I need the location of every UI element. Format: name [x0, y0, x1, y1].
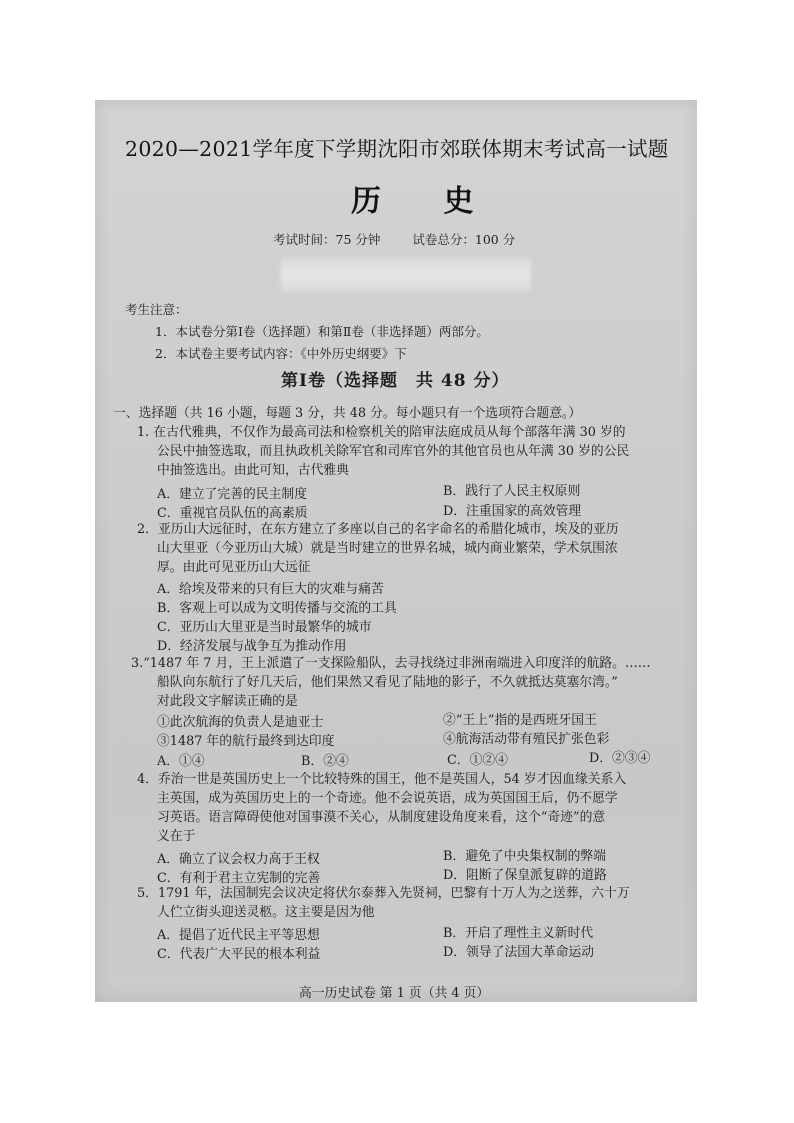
question-4-option-b: B．避免了中央集权制的弊端 — [443, 849, 606, 864]
question-3-option-b: B．②④ — [301, 754, 349, 769]
question-4-line: 主英国，成为英国历史上的一个奇迹。他不会说英语，成为英国国王后，仍不愿学 — [157, 791, 618, 806]
question-4-option-c: C．有利于君主立宪制的完善 — [157, 871, 321, 886]
question-3-option-c: C．①②④ — [447, 753, 508, 768]
exam-info — [273, 230, 543, 248]
question-2-option-b: B．客观上可以成为文明传播与交流的工具 — [157, 601, 397, 616]
question-3-statement: ③1487 年的航行最终到达印度 — [157, 734, 335, 749]
question-2-line: 厚。由此可见亚历山大远征 — [157, 560, 311, 575]
exam-title: 2020—2021学年度下学期沈阳市郊联体期末考试高一试题 — [125, 137, 669, 161]
question-3-statement: ④航海活动带有殖民扩张色彩 — [443, 732, 610, 747]
question-3-option-a: A．①④ — [157, 754, 205, 769]
question-1-line: 中抽签选出。由此可知，古代雅典 — [157, 463, 349, 478]
exam-time: 考试时间：75 分钟 — [273, 232, 381, 247]
question-4-option-a: A．确立了议会权力高于王权 — [157, 852, 320, 867]
question-1-option-c: C．重视官员队伍的高素质 — [157, 506, 308, 521]
question-2-option-c: C．亚历山大里亚是当时最繁华的城市 — [157, 620, 372, 635]
question-5-option-c: C．代表广大平民的根本利益 — [157, 947, 321, 962]
question-2-line: 2．亚历山大远征时，在东方建立了多座以自己的名字命名的希腊化城市，埃及的亚历 — [137, 522, 619, 537]
notice-heading: 考生注意： — [125, 302, 188, 317]
question-2-line: 山大里亚（今亚历山大城）就是当时建立的世界名城，城内商业繁荣，学术氛围浓 — [157, 541, 618, 556]
total-score: 试卷总分：100 分 — [412, 232, 516, 247]
question-3-option-d: D．②③④ — [589, 751, 651, 766]
question-2-option-d: D．经济发展与战争互为推动作用 — [157, 639, 347, 654]
question-5-line: 5．1791 年，法国制宪会议决定将伏尔泰葬入先贤祠，巴黎有十万人为之送葬，六十万 — [137, 886, 630, 901]
question-4-line: 义在于 — [157, 829, 196, 844]
notice-item: 2．本试卷主要考试内容：《中外历史纲要》下 — [155, 346, 407, 361]
exam-paper — [95, 100, 697, 1002]
subject-title: 历 史 — [351, 184, 500, 219]
question-2-option-a: A．给埃及带来的只有巨大的灾难与痛苦 — [157, 582, 384, 597]
question-3-statement: ①此次航海的负责人是迪亚士 — [157, 715, 324, 730]
page-footer: 高一历史试卷 第 1 页（共 4 页） — [299, 986, 490, 1001]
question-1-option-b: B．践行了人民主权原则 — [443, 484, 581, 499]
question-5-option-d: D．领导了法国大革命运动 — [443, 945, 595, 960]
question-5-option-b: B．开启了理性主义新时代 — [443, 926, 594, 941]
question-1-option-d: D．注重国家的高效管理 — [443, 504, 582, 519]
question-3-line: 船队向东航行了好几天后，他们果然又看见了陆地的影子，不久就抵达莫塞尔湾。” — [157, 675, 618, 690]
question-3-line: 3.“1487 年 7 月，王上派遣了一支探险船队，去寻找绕过非洲南端进入印度洋的航路。…… — [131, 656, 651, 671]
question-5-option-a: A．提倡了近代民主平等思想 — [157, 928, 320, 943]
section-title: 第Ⅰ卷（选择题 共 48 分） — [281, 371, 510, 391]
question-1-line: 公民中抽签选取，而且执政机关除军官和司库官外的其他官员也从年满 30 岁的公民 — [157, 444, 630, 459]
question-1-line: 1. 在古代雅典，不仅作为最高司法和检察机关的陪审法庭成员从每个部落年满 30 岁的 — [137, 425, 626, 440]
question-4-option-d: D．阻断了保皇派复辟的道路 — [443, 868, 607, 883]
question-5-line: 人伫立街头迎送灵柩。这主要是因为他 — [157, 905, 375, 920]
part-heading: 一、选择题（共 16 小题，每题 3 分，共 48 分。每小题只有一个选项符合题意。） — [113, 406, 582, 421]
question-4-line: 习英语。语言障碍使他对国事漠不关心，从制度建设角度来看，这个“奇迹”的意 — [157, 810, 606, 825]
question-3-statement: ②“王上”指的是西班牙国王 — [443, 713, 597, 728]
question-1-option-a: A．建立了完善的民主制度 — [157, 487, 308, 502]
question-4-line: 4．乔治一世是英国历史上一个比较特殊的国王，他不是英国人，54 岁才因血缘关系入 — [137, 772, 627, 787]
redacted-area — [281, 258, 531, 292]
question-3-line: 对此段文字解读正确的是 — [157, 694, 298, 709]
notice-item: 1．本试卷分第Ⅰ卷（选择题）和第Ⅱ卷（非选择题）两部分。 — [155, 324, 489, 339]
